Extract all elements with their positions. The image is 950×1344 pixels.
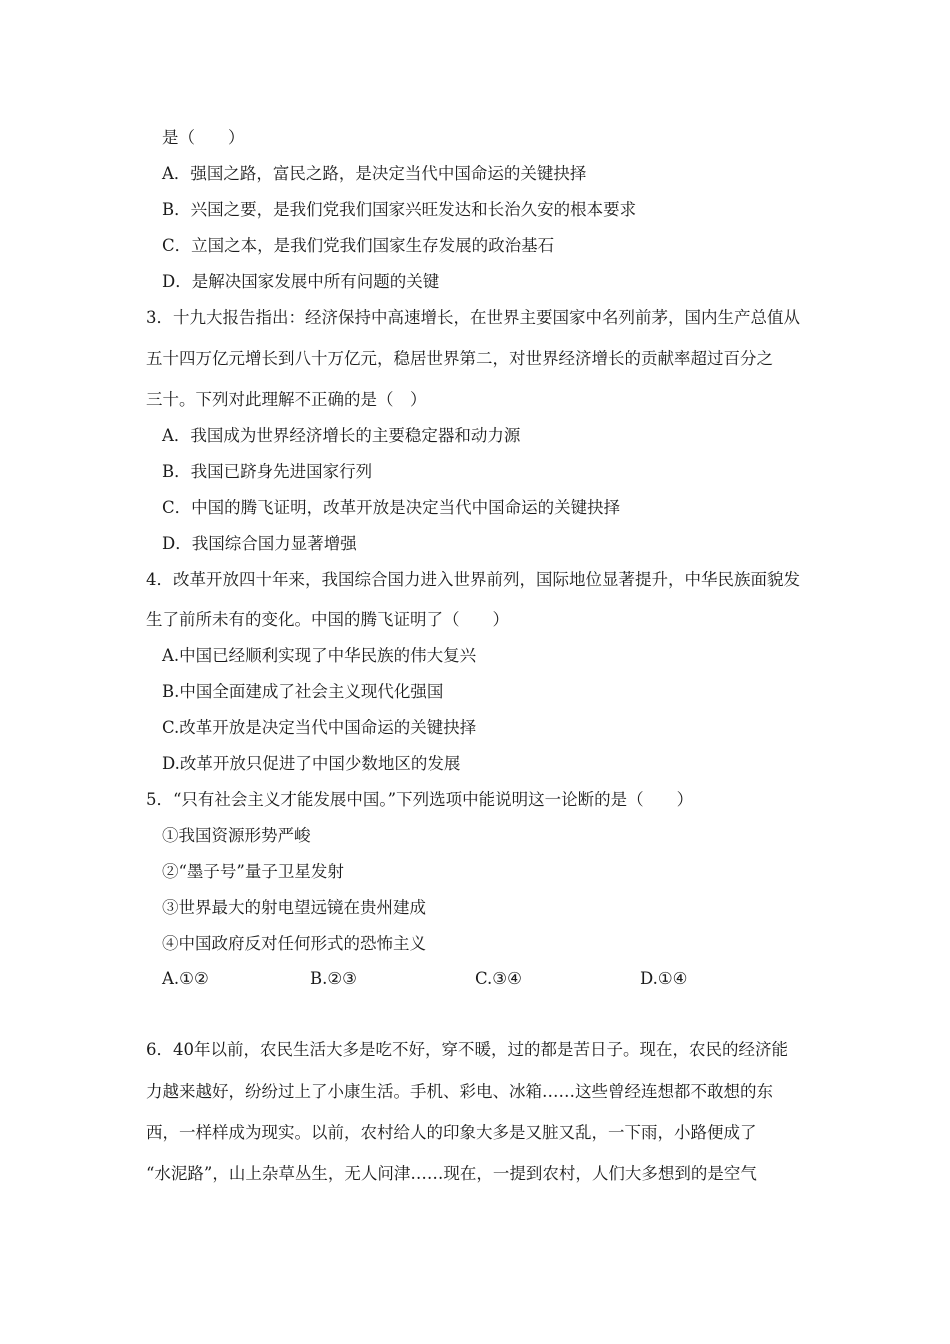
q6-stem-line-4: “水泥路”，山上杂草丛生，无人问津……现在，一提到农村，人们大多想到的是空气	[146, 1164, 757, 1183]
q2-option-c: C．立国之本，是我们党我们国家生存发展的政治基石	[162, 236, 555, 255]
q5-item-2: ②“墨子号”量子卫星发射	[162, 862, 344, 881]
q2-option-d: D．是解决国家发展中所有问题的关键	[162, 272, 440, 291]
q3-option-b: B．我国已跻身先进国家行列	[162, 462, 373, 481]
q5-choice-d: D.①④	[640, 969, 688, 988]
q3-option-d: D．我国综合国力显著增强	[162, 534, 357, 553]
q2-option-a: A．强国之路，富民之路，是决定当代中国命运的关键抉择	[162, 164, 587, 183]
q4-option-d: D.改革开放只促进了中国少数地区的发展	[162, 754, 461, 773]
q6-stem-line-1: 6．40年以前，农民生活大多是吃不好，穿不暖，过的都是苦日子。现在，农民的经济能	[146, 1040, 788, 1059]
q4-stem-line-1: 4．改革开放四十年来，我国综合国力进入世界前列，国际地位显著提升，中华民族面貌发	[146, 570, 800, 589]
q6-stem-line-3: 西，一样样成为现实。以前，农村给人的印象大多是又脏又乱，一下雨，小路便成了	[146, 1123, 757, 1142]
q4-option-c: C.改革开放是决定当代中国命运的关键抉择	[162, 718, 477, 737]
q6-stem-line-2: 力越来越好，纷纷过上了小康生活。手机、彩电、冰箱……这些曾经连想都不敢想的东	[146, 1082, 773, 1101]
q5-item-4: ④中国政府反对任何形式的恐怖主义	[162, 934, 426, 953]
q2-option-b: B．兴国之要，是我们党我们国家兴旺发达和长治久安的根本要求	[162, 200, 637, 219]
q5-item-1: ①我国资源形势严峻	[162, 826, 311, 845]
q4-stem-line-2: 生了前所未有的变化。中国的腾飞证明了（ ）	[146, 610, 509, 629]
q3-stem-line-2: 五十四万亿元增长到八十万亿元，稳居世界第二，对世界经济增长的贡献率超过百分之	[146, 349, 773, 368]
q5-stem: 5．“只有社会主义才能发展中国。”下列选项中能说明这一论断的是（ ）	[146, 790, 694, 809]
q3-option-c: C．中国的腾飞证明，改革开放是决定当代中国命运的关键抉择	[162, 498, 621, 517]
q2-stem-tail: 是（ ）	[162, 128, 245, 147]
q4-option-b: B.中国全面建成了社会主义现代化强国	[162, 682, 444, 701]
q4-option-a: A.中国已经顺利实现了中华民族的伟大复兴	[162, 646, 477, 665]
q5-choices	[162, 968, 782, 990]
q5-choice-c: C.③④	[475, 969, 522, 988]
q3-stem-line-3: 三十。下列对此理解不正确的是（ ）	[146, 390, 427, 409]
q5-choice-b: B.②③	[310, 969, 357, 988]
q3-option-a: A．我国成为世界经济增长的主要稳定器和动力源	[162, 426, 521, 445]
q3-stem-line-1: 3．十九大报告指出：经济保持中高速增长，在世界主要国家中名列前茅，国内生产总值从	[146, 308, 800, 327]
q5-choice-a: A.①②	[162, 969, 209, 988]
q5-item-3: ③世界最大的射电望远镜在贵州建成	[162, 898, 426, 917]
